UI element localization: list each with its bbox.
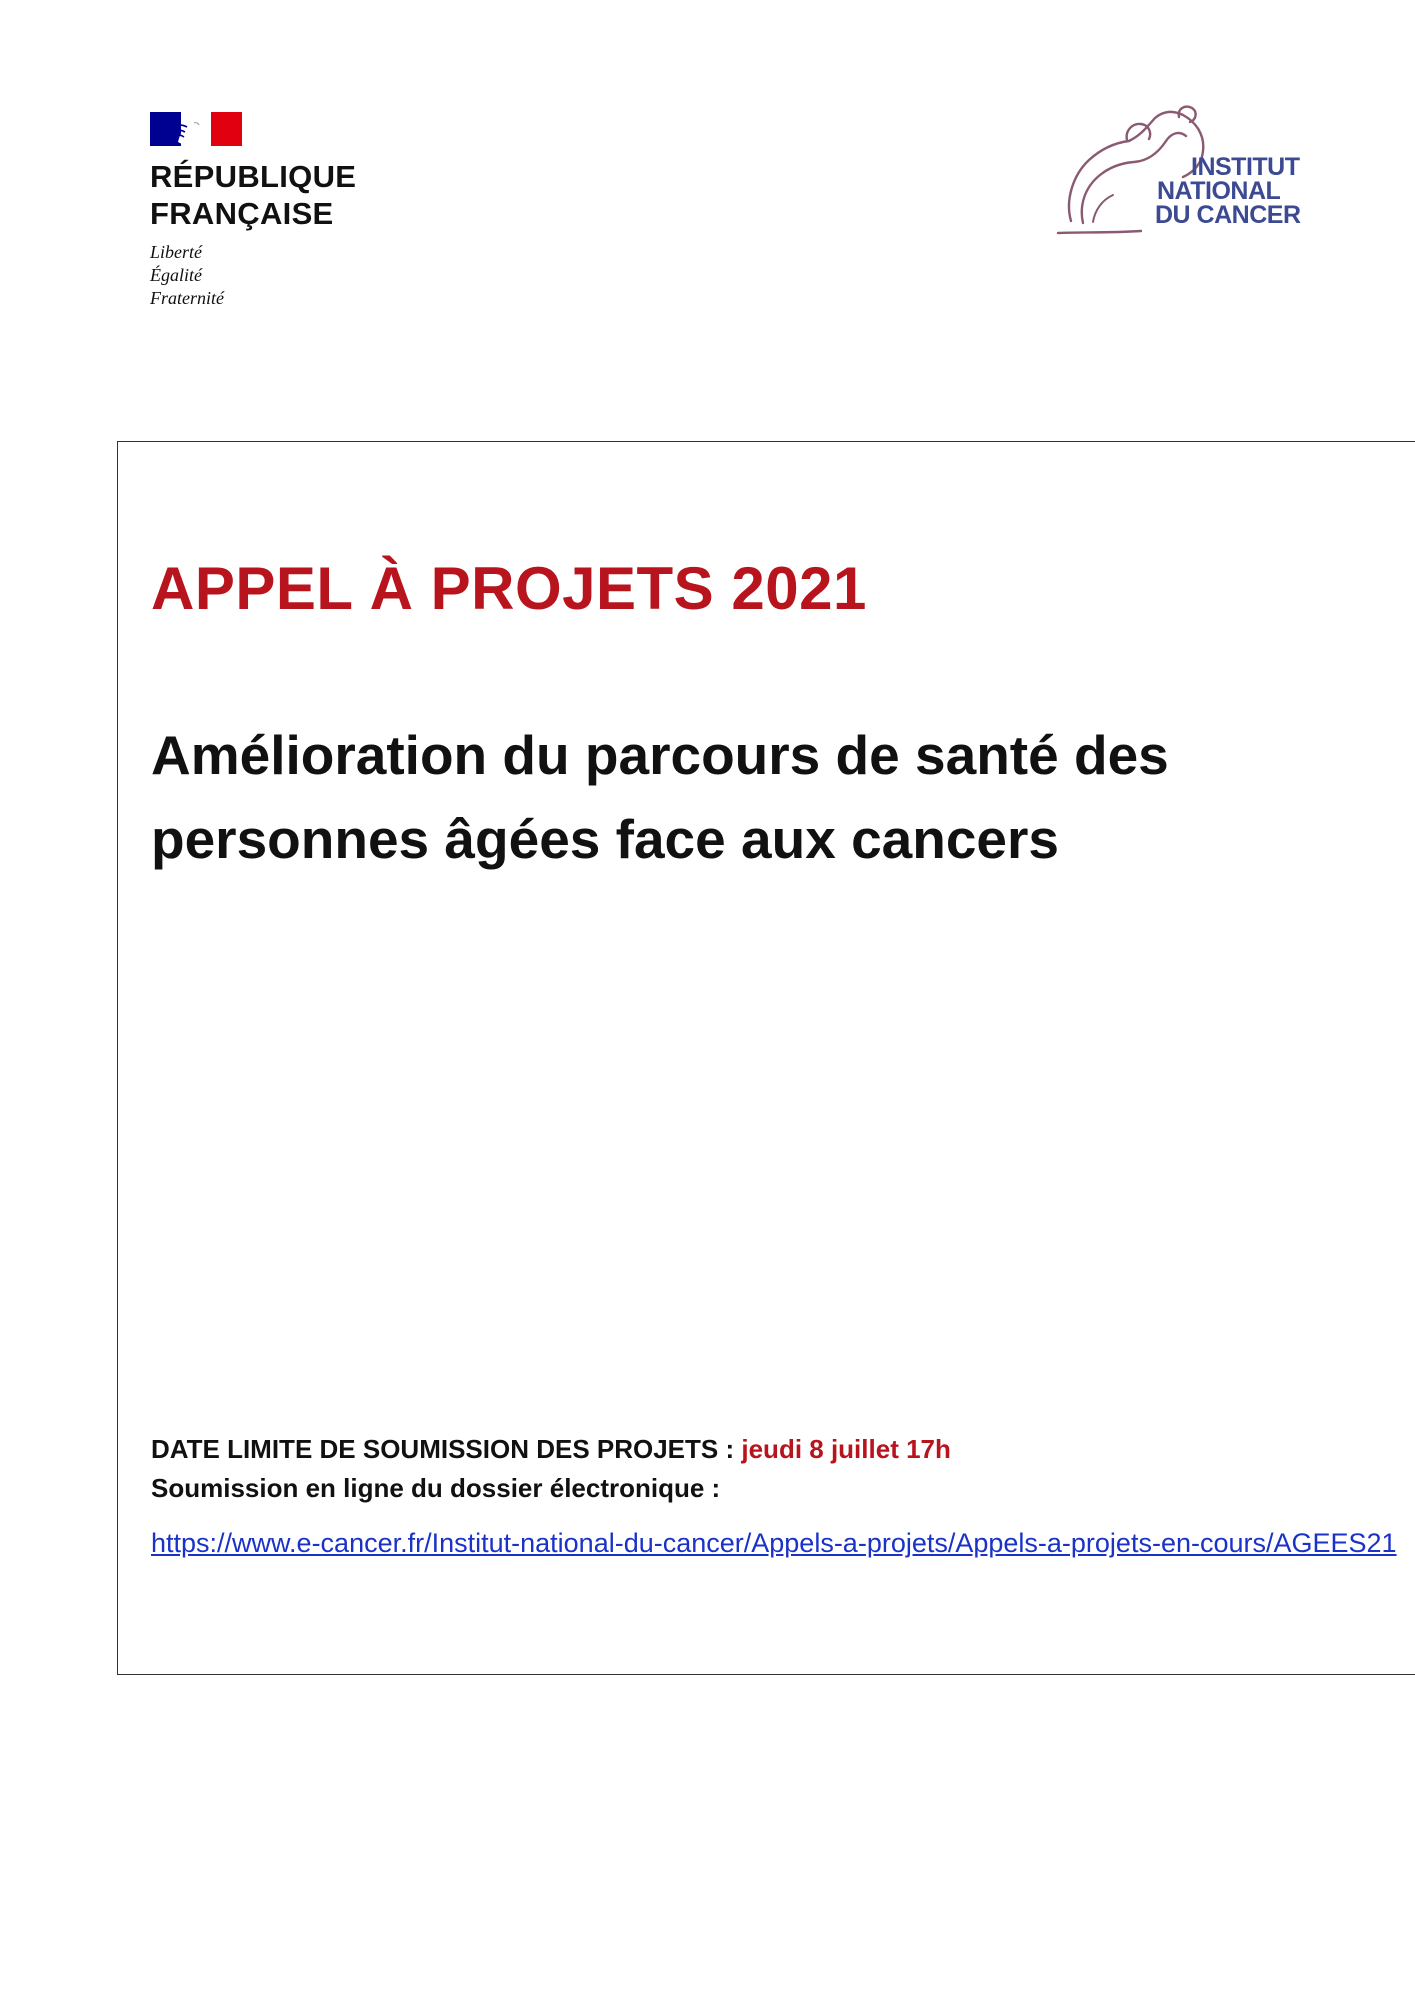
submission-deadline — [151, 1430, 951, 1468]
motto-egalite: Égalité — [150, 265, 202, 285]
republique-francaise-logo — [150, 112, 430, 310]
project-title — [151, 713, 1381, 881]
marianne-flag-icon — [150, 112, 242, 146]
project-title-line1: Amélioration du parcours de santé des — [151, 724, 1169, 786]
rf-name-line1: RÉPUBLIQUE — [150, 159, 357, 194]
republique-francaise-name — [150, 158, 430, 232]
project-title-line2: personnes âgées face aux cancers — [151, 808, 1060, 870]
submission-link[interactable]: https://www.e-cancer.fr/Institut-national-du-cancer/Appels-a-projets/Appels-a-projets-en-cours/AGEES21 — [151, 1528, 1397, 1558]
inca-line2: NATIONAL — [1157, 177, 1281, 205]
inca-line1: INSTITUT — [1191, 153, 1300, 181]
call-title: APPEL À PROJETS 2021 — [151, 555, 867, 622]
deadline-label: DATE LIMITE DE SOUMISSION DES PROJETS : — [151, 1434, 735, 1464]
republique-motto — [150, 241, 430, 310]
motto-liberte: Liberté — [150, 242, 202, 262]
online-submission-label: Soumission en ligne du dossier électronique : — [151, 1473, 721, 1503]
inca-wordmark — [1155, 155, 1301, 227]
institut-national-du-cancer-logo — [1055, 105, 1325, 240]
motto-fraternite: Fraternité — [150, 288, 224, 308]
inca-line3: DU CANCER — [1155, 201, 1301, 229]
rf-name-line2: FRANÇAISE — [150, 196, 334, 231]
deadline-value: jeudi 8 juillet 17h — [741, 1434, 951, 1464]
